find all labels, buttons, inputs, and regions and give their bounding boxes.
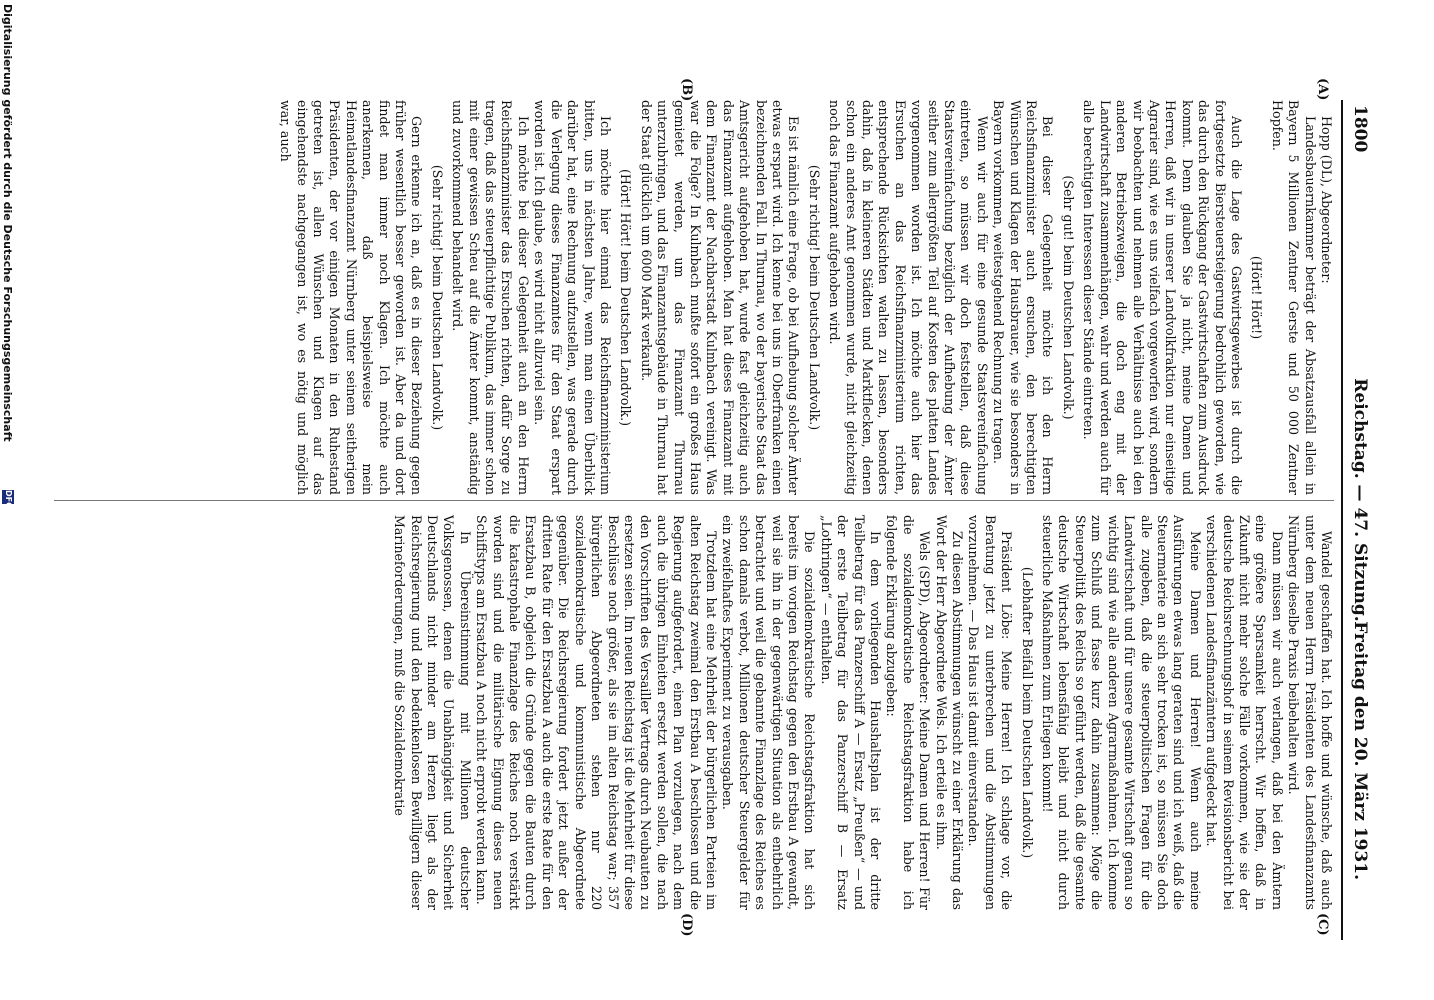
paragraph: In dem vorliegenden Haushaltsplan ist der dritte Teilbetrag für das Panzerschiff A — Ersatz „Preußen“ — und der erste Teilbetrag für das Panzerschiff B — Ersatz „Lothringen“ — enthalten. xyxy=(818,515,884,910)
session-date: Freitag den 20. März 1931. xyxy=(1350,621,1370,880)
paragraph: Die sozialdemokratische Reichstagsfraktion hat sich bereits im vorigen Reichstag gegen den Erstbau A gewandt, weil sie ihn in der gegenwärtigen Situation als entbehrlich betrachtet und weil die gebannte Finanzlage des Reiches es schon damals verbot, Millionen deutscher Steuergelder für ein zweifelhaftes Experiment zu verausgaben. xyxy=(720,515,818,910)
paragraph: Bei dieser Gelegenheit möchte ich den Herrn Reichsfinanzminister auch ersuchen, den berechtigten Wünschen und Klagen der Hausbrauer, wie sie besonders in Bayern vorkommen, weitestgehend Rechnung zu tragen. xyxy=(991,100,1056,495)
paragraph: Auch die Lage des Gastwirtsgewerbes ist durch die fortgesetzte Biersteuersteigerung bedrohlich geworden, wie das durch den Rückgang der Gastwirtschaften zum Ausdruck kommt. Denn glauben Sie ja nicht, meine Damen und Herren, daß wir in unserer Landvolkfraktion nur einseitige Agrarier sind, wie es uns vielfach vorgeworfen wird, sondern wir beobachten und nehmen alle Verhältnisse auch bei den anderen Betriebszweigen, die doch eng mit der Landwirtschaft zusammenhängen, wahr und werden auch für alle berechtigten Interessen dieser Stände eintreten. xyxy=(1081,100,1244,495)
margin-mark-b: (B) xyxy=(679,78,694,102)
interjection: (Sehr richtig! beim Deutschen Landvolk.) xyxy=(806,164,822,431)
margin-mark-a: (A) xyxy=(1315,78,1330,101)
interjection: (Lebhafter Beifall beim Deutschen Landvolk.) xyxy=(1019,566,1035,859)
dfg-logo: DFG xyxy=(4,490,13,509)
paragraph: Wandel geschaffen hat. Ich hoffe und wünsche, daß auch unter dem neuen Herrn Präsidenten des Landesfinanzamts Nürnberg dieselbe Praxis beibehalten wird. xyxy=(1286,515,1334,910)
session-title: Reichstag. — 47. Sitzung. xyxy=(1350,378,1370,622)
interjection: (Sehr gut! beim Deutschen Landvolk.) xyxy=(1060,175,1076,420)
paragraph: Dann müssen wir auch verlangen, daß bei den Ämtern eine größere Sparsamkeit herrscht. Wir hoffen, daß in Zukunft nicht mehr solche Fälle vorkommen, wie sie der deutsche Reichsrechnungshof in seinem Revisionsbericht bei verschiedenen Landesfinanzämtern aufgedeckt hat. xyxy=(1204,515,1285,910)
page-number: 1800 xyxy=(1350,105,1370,153)
interjection: (Sehr richtig! beim Deutschen Landvolk.) xyxy=(429,164,445,431)
left-text-column xyxy=(277,100,1334,495)
speaker-paragraph: Hopp (DL), Abgeordneter: xyxy=(1319,116,1334,284)
paragraph: Gern erkenne ich an, daß es in dieser Beziehung gegen früher wesentlich besser geworden ist. Aber da und dort findet man immer noch Klagen. Ich möchte auch anerkennen, daß beispielsweise mein Heimatlandesfinanzamt Nürnberg unter seinem seitherigen Präsidenten, der vor einigen Monaten in den Ruhestand getreten ist, allen Wünschen und Klagen auf das eingehendste nachgegangen ist, wo es nötig und möglich war, auch xyxy=(278,100,425,495)
paragraph: Trotzdem hat eine Mehrheit der bürgerlichen Parteien im alten Reichstag zweimal den Erstbau A beschlossen und die Regierung aufgefordert, einen Plan vorzulegen, nach dem auch die übrigen Einheiten ersetzt werden sollen, die nach den Vorschriften des Versailler Vertrags durch Neubauten zu ersetzen seien. Im neuen Reichstag ist die Mehrheit für diese Beschlüsse noch größer, als sie im alten Reichstag war; 357 bürgerlichen Abgeordneten stehen nur 220 sozialdemokratische und kommunistische Abgeordnete gegenüber. Die Reichsregierung fordert jetzt außer der dritten Rate für den Ersatzbau A auch die erste Rate für den Ersatzbau B, obgleich die Gründe gegen die Bauten durch die katastrophale Finanzlage des Reiches noch verstärkt worden sind und die militärische Eignung dieses neuen Schiffstyps am Ersatzbau A noch nicht erprobt werden kann. xyxy=(474,515,719,910)
paragraph: Zu diesen Abstimmungen wünscht zu einer Erklärung das Wort der Herr Abgeordnete Wels. Ich erteile es ihm. xyxy=(933,515,966,910)
paragraph: Es ist nämlich eine Frage, ob bei Aufhebung solcher Ämter etwas erspart wird. Ich kenne bei uns in Oberfranken einen bezeichnenden Fall. In Thurnau, wo der bayerische Staat das Amtsgericht aufgehoben hat, wurde fast gleichzeitig auch das Finanzamt aufgehoben. Man hat dieses Finanzamt mit dem Finanzamt der Nachbarstadt Kulmbach vereinigt. Was war die Folge? In Kulmbach mußte sofort ein großes Haus gemietet werden, um das Finanzamt Thurnau unterzubringen, und das Finanzamtsgebäude in Thurnau hat der Staat glücklich um 6000 Mark verkauft. xyxy=(638,100,802,495)
header-rule xyxy=(1341,100,1343,940)
paragraph: Ich möchte hier einmal das Reichsfinanzministerium bitten, uns in nächsten Jahre, wenn man einen Überblick darüber hat, eine Rechnung aufzustellen, was gerade durch die Verlegung dieses Finanzamtes für den Staat erspart worden ist. Ich glaube, es wird nicht allzuviel sein. xyxy=(532,100,613,495)
page-header xyxy=(1340,0,1370,1000)
paragraph: Landesbauernkammer beträgt der Absatzausfall allein in Bayern 5 Millionen Zentner Gerste und 50 000 Zentner Hopfen. xyxy=(1269,100,1318,495)
speaker-paragraph: Wels (SPD), Abgeordneter: Meine Damen und Herren! Für die sozialdemokratische Reichstagsfraktion habe ich folgende Erklärung abzugeben: xyxy=(884,515,933,910)
column-divider xyxy=(54,500,1334,501)
page-footer xyxy=(0,0,14,1000)
speaker-paragraph: Präsident Löbe: Meine Herren! Ich schlage vor, die Beratung jetzt zu unterbrechen und die Abstimmungen vorzunehmen. — Das Haus ist damit einverstanden. xyxy=(966,515,1015,910)
digitization-credit: Digitalisierung gefördert durch die Deutsche Forschungsgemeinschaft xyxy=(1,4,14,442)
margin-mark-c: (C) xyxy=(1315,913,1330,936)
margin-mark-d: (D) xyxy=(679,913,694,937)
right-text-column xyxy=(391,515,1334,910)
paragraph: Meine Damen und Herren! Wenn auch meine Ausführungen etwas lang geraten sind und ich weiß, daß die Steuermaterie an sich sehr trocken ist, so müssen Sie doch alle zugeben, daß die steuerpolitischen Fragen für die Landwirtschaft und für unsere gesamte Wirtschaft genau so wichtig sind wie alle anderen Agrarmaßnahmen. Ich komme zum Schluß und fasse kurz dahin zusammen: Möge die Steuerpolitik des Reichs so geführt werden, daß die gesamte deutsche Wirtschaft lebensfähig bleibt und nicht durch steuerliche Maßnahmen zum Erliegen kommt! xyxy=(1040,515,1203,910)
paragraph: In Übereinstimmung mit Millionen deutscher Volksgenossen, denen die Unabhängigkeit und Sicherheit Deutschlands nicht minder am Herzen liegt als der Reichsregierung und den bedenkenlosen Bewilligern dieser Marineforderungen, muß die Sozialdemokratie xyxy=(392,515,473,910)
paragraph: Wenn wir auch für eine gesunde Staatsvereinfachung eintreten, so müssen wir doch feststellen, daß diese Staatsvereinfachung bezüglich der Aufhebung der Ämter seither zum allergrößten Teil auf Kosten des platten Landes vorgenommen worden ist. Ich möchte auch hier das Ersuchen an das Reichsfinanzministerium richten, entsprechende Rücksichten walten zu lassen, besonders dahin, daß in kleineren Städten und Marktflecken, denen schon ein anderes Amt genommen wurde, nicht gleichzeitig noch das Finanzamt aufgehoben wird. xyxy=(827,100,990,495)
interjection: (Hört! Hört!) xyxy=(1249,255,1265,340)
paragraph: Ich möchte bei dieser Gelegenheit auch an den Herrn Reichsfinanzminister das Ersuchen richten, dafür Sorge zu tragen, daß das steuerpflichtige Publikum, das immer schon mit einer gewissen Scheu auf die Ämter kommt, anständig und zuvorkommend behandelt wird. xyxy=(450,100,531,495)
interjection: (Hört! Hört! beim Deutschen Landvolk.) xyxy=(618,168,634,427)
